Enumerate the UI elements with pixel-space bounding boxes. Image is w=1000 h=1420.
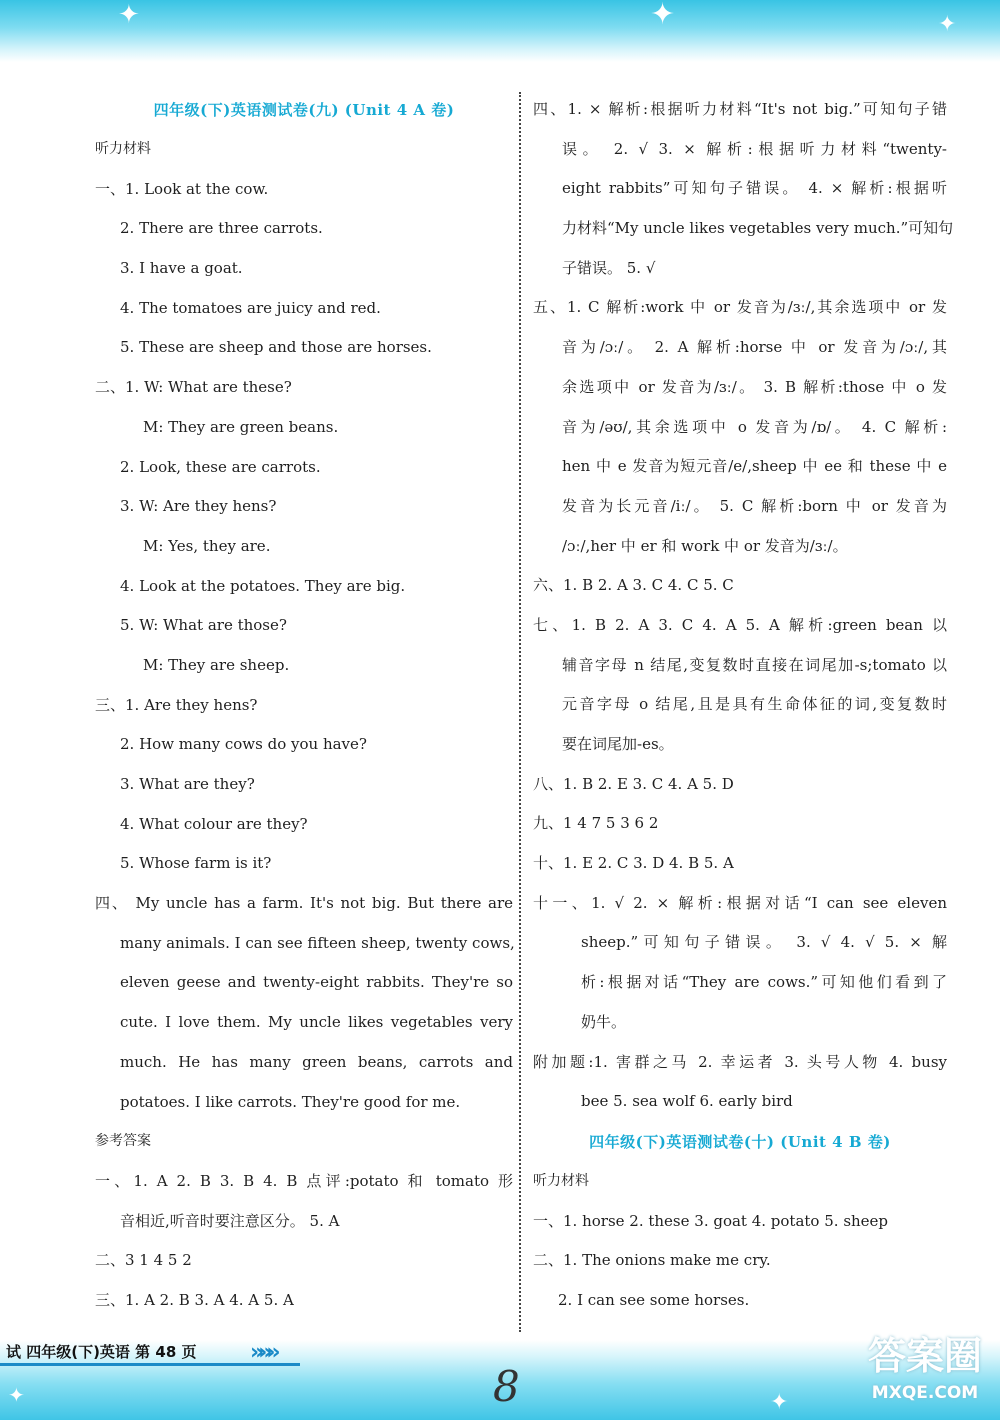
top-decorative-band bbox=[0, 0, 1000, 62]
text-line: 一、1. horse 2. these 3. goat 4. potato 5. sheep bbox=[533, 1211, 889, 1230]
text-line: 子错误。 5. √ bbox=[562, 258, 656, 277]
text-line: 3. I have a goat. bbox=[120, 259, 243, 278]
text-line: many animals. I can see fifteen sheep, twenty cows, bbox=[120, 933, 515, 952]
text-line: 2. How many cows do you have? bbox=[120, 735, 367, 754]
text-line: M: They are green beans. bbox=[143, 417, 339, 436]
text-line: 析:根据对话“They are cows.”可知他们看到了 bbox=[581, 973, 947, 992]
text-line: potatoes. I like carrots. They're good for me. bbox=[120, 1092, 461, 1111]
text-line: 九、1 4 7 5 3 6 2 bbox=[533, 814, 659, 833]
right-text-lines bbox=[533, 90, 954, 1321]
text-line: 十、1. E 2. C 3. D 4. B 5. A bbox=[533, 854, 734, 873]
watermark-url: MXQE.COM bbox=[871, 1383, 979, 1403]
text-line: 3. W: Are they hens? bbox=[120, 497, 277, 516]
text-line: 元音字母 o 结尾,且是具有生命体征的词,变复数时 bbox=[562, 695, 947, 714]
watermark-logo bbox=[855, 1330, 995, 1414]
text-line: 音为/əʊ/,其余选项中 o 发音为/ɒ/。 4. C 解析: bbox=[562, 417, 947, 436]
text-line: 5. Whose farm is it? bbox=[120, 854, 272, 873]
text-line: 5. W: What are those? bbox=[120, 616, 287, 635]
text-line: 二、3 1 4 5 2 bbox=[95, 1251, 192, 1270]
right-column bbox=[533, 90, 954, 1321]
text-line: 七、1. B 2. A 3. C 4. A 5. A 解析:green bean 以 bbox=[533, 615, 947, 634]
text-line: 一、1. Look at the cow. bbox=[95, 179, 269, 198]
text-line: 4. Look at the potatoes. They are big. bbox=[120, 576, 406, 595]
text-line: 参考答案 bbox=[95, 1133, 151, 1150]
text-line: 2. There are three carrots. bbox=[120, 219, 323, 238]
text-line: 4. What colour are they? bbox=[120, 814, 308, 833]
text-line: eight rabbits”可知句子错误。 4. × 解析:根据听 bbox=[562, 179, 947, 198]
text-line: 附加题:1. 害群之马 2. 幸运者 3. 头号人物 4. busy bbox=[533, 1052, 947, 1071]
text-line: 八、1. B 2. E 3. C 4. A 5. D bbox=[533, 774, 734, 793]
text-line: hen 中 e 发音为短元音/e/,sheep 中 ee 和 these 中 e bbox=[562, 457, 947, 476]
text-line: 2. Look, these are carrots. bbox=[120, 457, 321, 476]
text-line: 误。 2. √ 3. × 解析:根据听力材料“twenty- bbox=[562, 139, 947, 158]
text-line: sheep.”可知句子错误。 3. √ 4. √ 5. × 解 bbox=[581, 933, 947, 952]
text-line: 5. These are sheep and those are horses. bbox=[120, 338, 432, 357]
text-line: 三、1. Are they hens? bbox=[95, 695, 258, 714]
column-divider bbox=[519, 92, 521, 1332]
text-line: bee 5. sea wolf 6. early bird bbox=[581, 1092, 793, 1111]
sparkle-icon: ✦ bbox=[770, 1390, 789, 1415]
text-line: M: They are sheep. bbox=[143, 655, 290, 674]
sparkle-icon: ✦ bbox=[650, 0, 676, 32]
text-line: cute. I love them. My uncle likes vegetables very bbox=[120, 1013, 513, 1032]
text-line: 听力材料 bbox=[533, 1172, 589, 1189]
sparkle-icon: ✦ bbox=[938, 12, 957, 37]
text-line: 余选项中 or 发音为/ɜː/。 3. B 解析:those 中 o 发 bbox=[562, 377, 947, 396]
text-line: 六、1. B 2. A 3. C 4. C 5. C bbox=[533, 576, 734, 595]
sparkle-icon: ✦ bbox=[118, 0, 140, 30]
text-line: 音为/ɔː/。 2. A 解析:horse 中 or 发音为/ɔː/,其 bbox=[562, 338, 947, 357]
text-line: 要在词尾加-es。 bbox=[562, 735, 674, 753]
text-line: 4. The tomatoes are juicy and red. bbox=[120, 298, 381, 317]
text-line: 力材料“My uncle likes vegetables very much.”可知句 bbox=[562, 219, 954, 238]
footer-page-label: 试 四年级(下)英语 第 48 页 bbox=[6, 1343, 197, 1361]
text-line: 二、1. W: What are these? bbox=[95, 378, 292, 397]
text-line: 听力材料 bbox=[95, 141, 151, 157]
double-arrow-icon: »»» bbox=[250, 1340, 275, 1365]
left-text-lines bbox=[95, 130, 513, 1321]
text-line: 发音为长元音/iː/。 5. C 解析:born 中 or 发音为 bbox=[562, 496, 947, 515]
footer-rule bbox=[0, 1363, 300, 1366]
text-line: M: Yes, they are. bbox=[143, 536, 271, 555]
text-line: 十一、1. √ 2. × 解析:根据对话“I can see eleven bbox=[533, 893, 947, 912]
left-column bbox=[95, 90, 513, 1321]
text-line: 2. I can see some horses. bbox=[558, 1290, 750, 1309]
text-line: 三、1. A 2. B 3. A 4. A 5. A bbox=[95, 1290, 294, 1309]
text-line: 音相近,听音时要注意区分。 5. A bbox=[120, 1211, 340, 1230]
handwritten-page-number: 8 bbox=[493, 1362, 520, 1411]
text-line: 二、1. The onions make me cry. bbox=[533, 1251, 771, 1270]
text-line: 辅音字母 n 结尾,变复数时直接在词尾加-s;tomato 以 bbox=[562, 655, 947, 674]
text-line: /ɔː/,her 中 er 和 work 中 or 发音为/ɜː/。 bbox=[562, 536, 848, 555]
text-line: much. He has many green beans, carrots and bbox=[120, 1052, 513, 1071]
test-heading: 四年级(下)英语测试卷(十) (Unit 4 B 卷) bbox=[589, 1132, 891, 1151]
text-line: 四、1. × 解析:根据听力材料“It's not big.”可知句子错 bbox=[533, 100, 947, 118]
text-line: eleven geese and twenty-eight rabbits. They're so bbox=[120, 973, 513, 992]
test-heading-9: 四年级(下)英语测试卷(九) (Unit 4 A 卷) bbox=[153, 101, 455, 119]
text-line: 3. What are they? bbox=[120, 775, 255, 793]
watermark-main: 答案圈 bbox=[867, 1334, 982, 1378]
text-line: 五、1. C 解析:work 中 or 发音为/ɜː/,其余选项中 or 发 bbox=[533, 298, 947, 317]
text-line: 四、 My uncle has a farm. It's not big. But there are bbox=[95, 894, 513, 913]
sparkle-icon: ✦ bbox=[8, 1383, 25, 1407]
text-line: 一、1. A 2. B 3. B 4. B 点评:potato 和 tomato 形 bbox=[95, 1171, 513, 1190]
text-line: 奶牛。 bbox=[581, 1012, 627, 1031]
